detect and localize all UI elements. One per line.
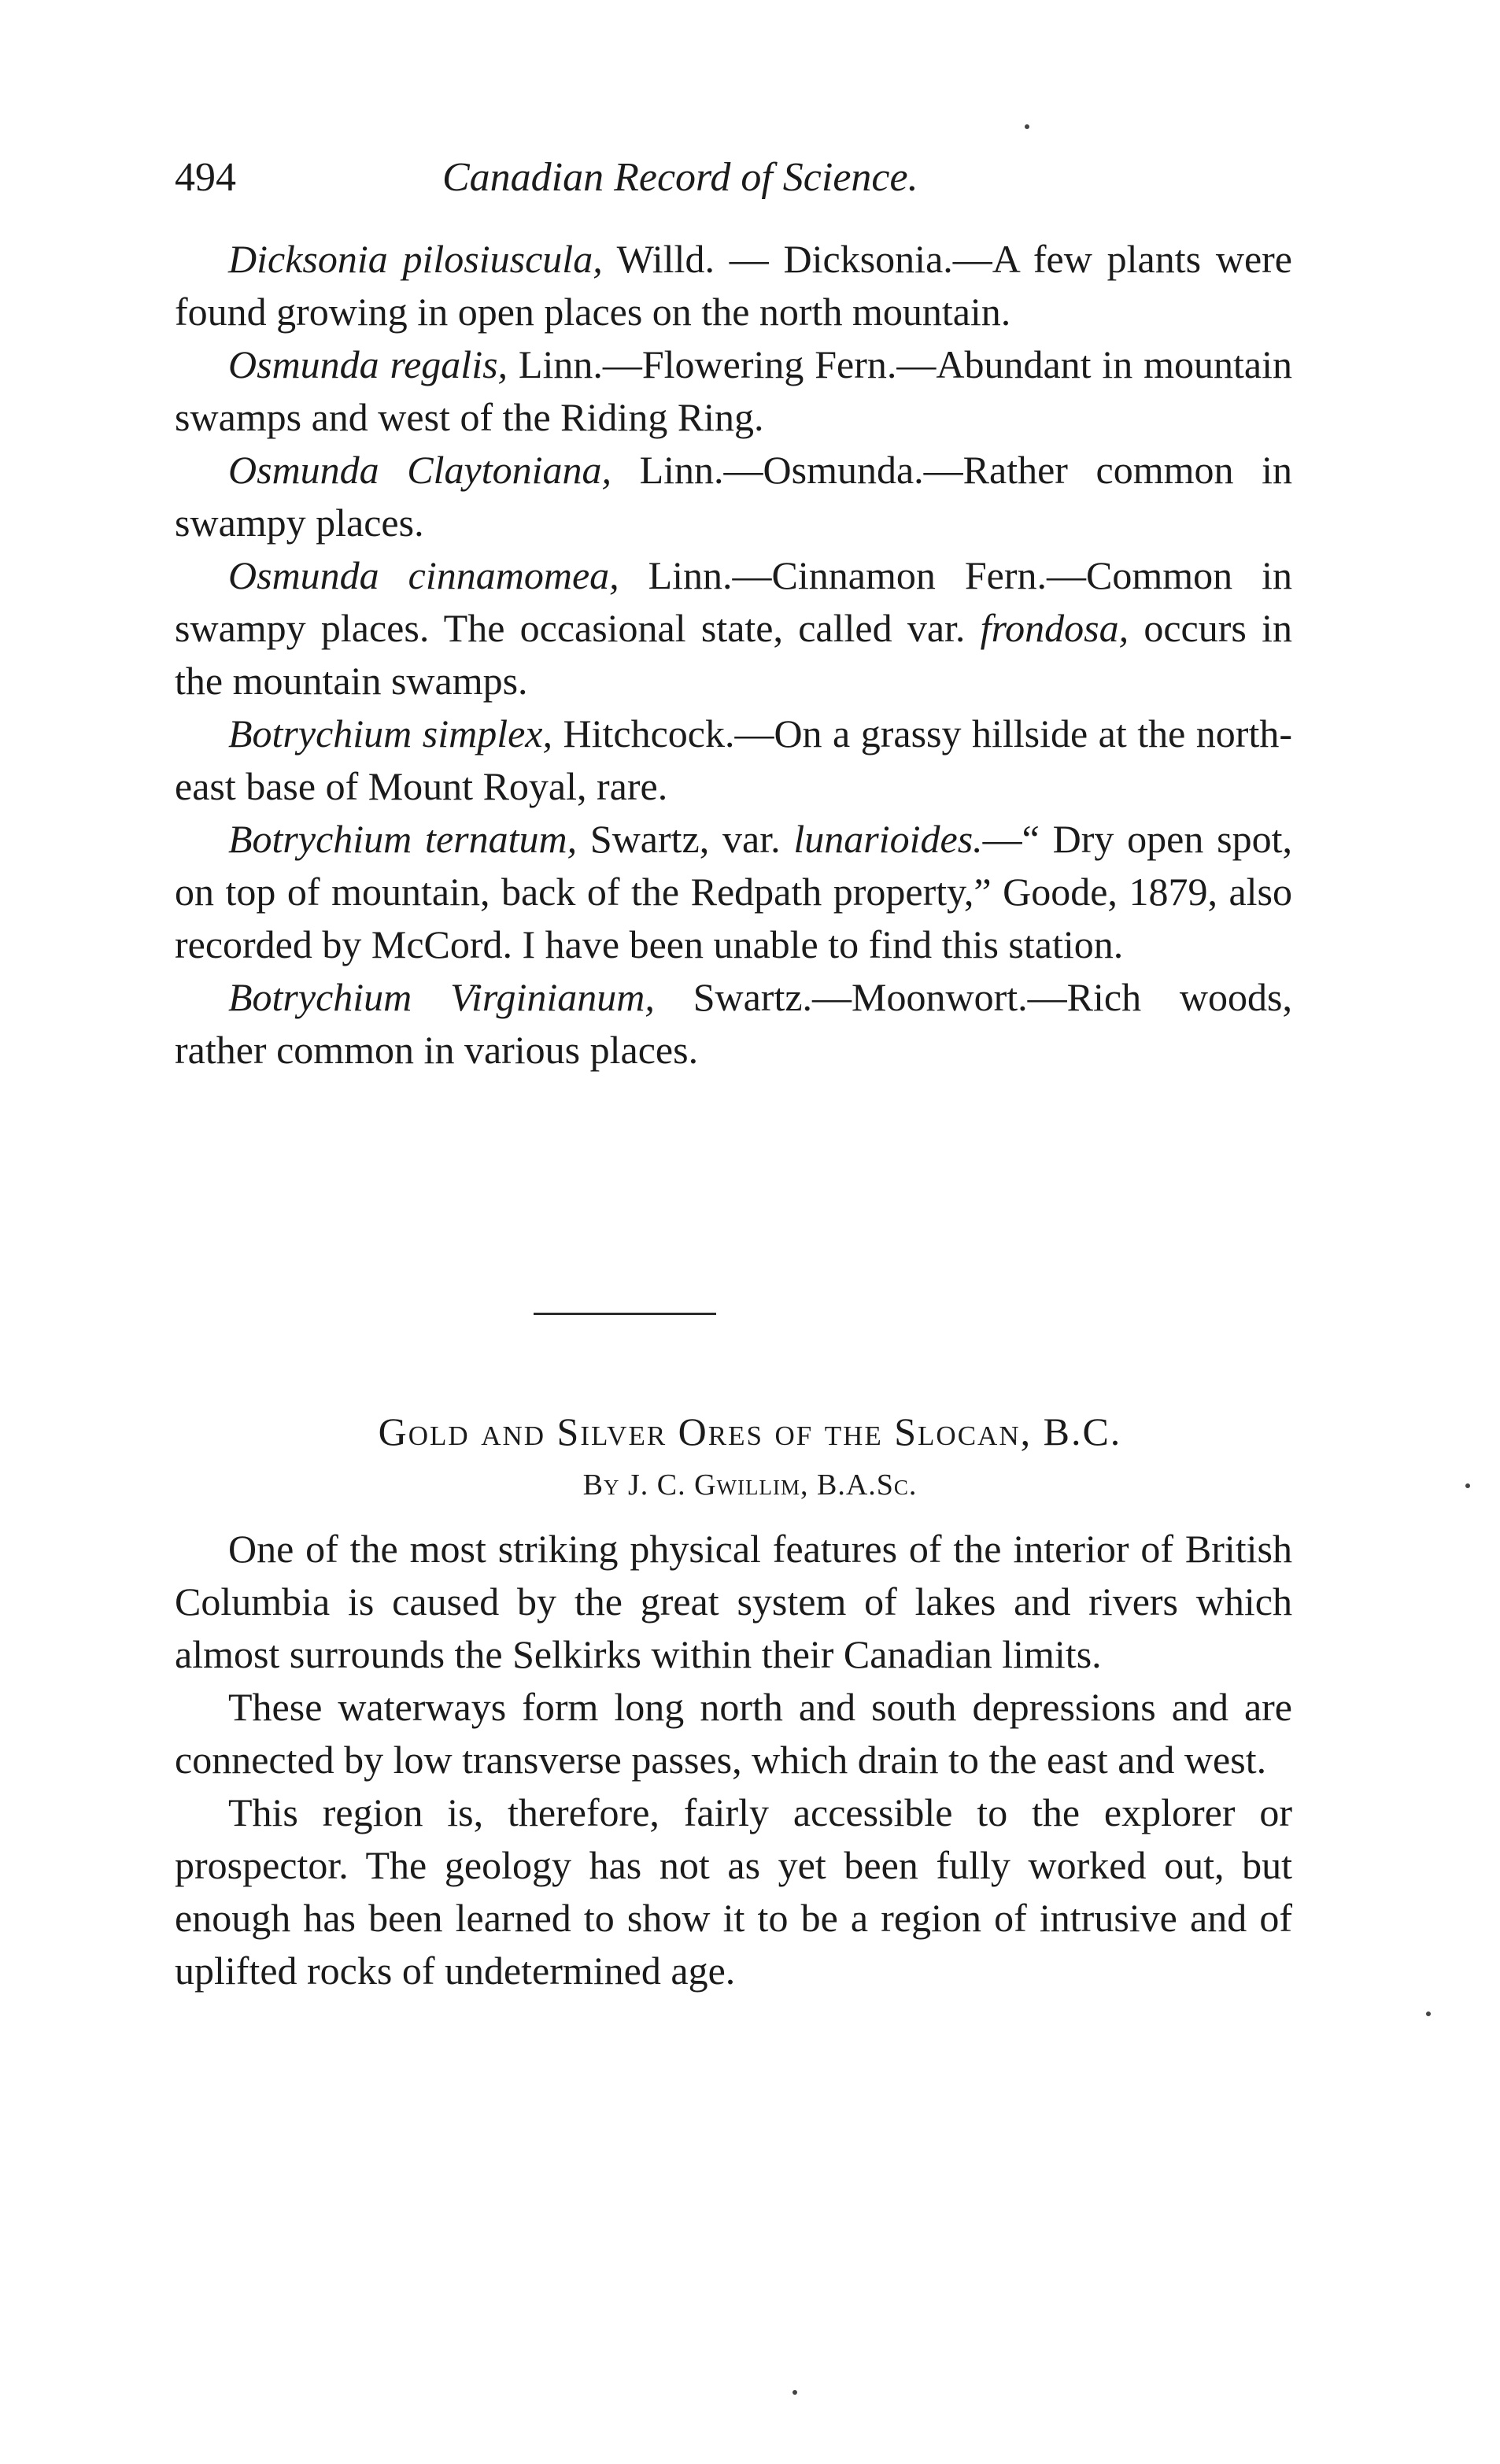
- fern-entry: [175, 233, 1292, 338]
- page-number: 494: [175, 155, 236, 200]
- entry-text: Swartz.—Moonwort.—Rich woods, rather common in various places.: [175, 975, 1292, 1072]
- fern-entry: [175, 813, 1292, 971]
- scan-speck: [1426, 2011, 1431, 2016]
- article-paragraph: This region is, therefore, fairly accessible to the explorer or prospector. The geology has not as yet been fully worked out, but enough has been learned to show it to be a region of intrusive and of uplifted rocks of undetermined age.: [175, 1790, 1292, 1993]
- article-paragraph: One of the most striking physical features of the interior of British Columbia is caused by the great system of lakes and rivers which almost surrounds the Selkirks within their Canadian limits.: [175, 1527, 1292, 1676]
- fern-entry: [175, 338, 1292, 444]
- running-head: Canadian Record of Science.: [442, 155, 918, 200]
- species-name: Botrychium simplex,: [228, 711, 552, 755]
- page-header: [175, 154, 1292, 217]
- entry-text: Swartz, var.: [577, 817, 794, 861]
- fern-list: [175, 233, 1292, 1077]
- article-title: Gold and Silver Ores of the Slocan, B.C.: [378, 1409, 1122, 1454]
- entry-text: occurs in the mountain swamps.: [175, 606, 1292, 703]
- section-divider: [534, 1313, 716, 1315]
- entry-text: Hitchcock.—On a grassy hillside at the north-east base of Mount Royal, rare.: [175, 711, 1292, 808]
- variety-name: lunarioides.: [793, 817, 983, 861]
- entry-text: Willd. — Dicksonia.—A few plants were found growing in open places on the north mountain.: [175, 237, 1292, 334]
- scan-speck: [1465, 1483, 1470, 1488]
- scan-speck: [1025, 124, 1029, 129]
- article-paragraph: These waterways form long north and south depressions and are connected by low transverse passes, which drain to the east and west.: [175, 1685, 1292, 1782]
- variety-name: frondosa,: [980, 606, 1129, 650]
- fern-entry: [175, 444, 1292, 549]
- species-name: Osmunda Claytoniana,: [228, 448, 611, 492]
- entry-text: Linn.—Flowering Fern.—Abundant in mountain swamps and west of the Riding Ring.: [175, 342, 1293, 439]
- fern-entry: [175, 549, 1292, 707]
- entry-text: —“ Dry open spot, on top of mountain, back of the Redpath property,” Goode, 1879, also recorded by McCord. I have been unable to find this station.: [175, 817, 1292, 966]
- fern-entry: [175, 971, 1292, 1077]
- article-byline: By J. C. Gwillim, B.A.Sc.: [582, 1468, 918, 1502]
- species-name: Botrychium Virginianum,: [228, 975, 655, 1019]
- entry-text: Linn.—Cinnamon Fern.—Common in swampy places. The occasional state, called var.: [175, 553, 1292, 650]
- species-name: Botrychium ternatum,: [228, 817, 578, 861]
- fern-entry: [175, 707, 1292, 813]
- article-body: [175, 1523, 1292, 1997]
- species-name: Dicksonia pilosiuscula,: [228, 237, 603, 281]
- species-name: Osmunda regalis,: [228, 342, 508, 386]
- entry-text: Linn.—Osmunda.—Rather common in swampy places.: [175, 448, 1292, 545]
- scan-speck: [792, 2390, 797, 2395]
- species-name: Osmunda cinnamomea,: [228, 553, 619, 597]
